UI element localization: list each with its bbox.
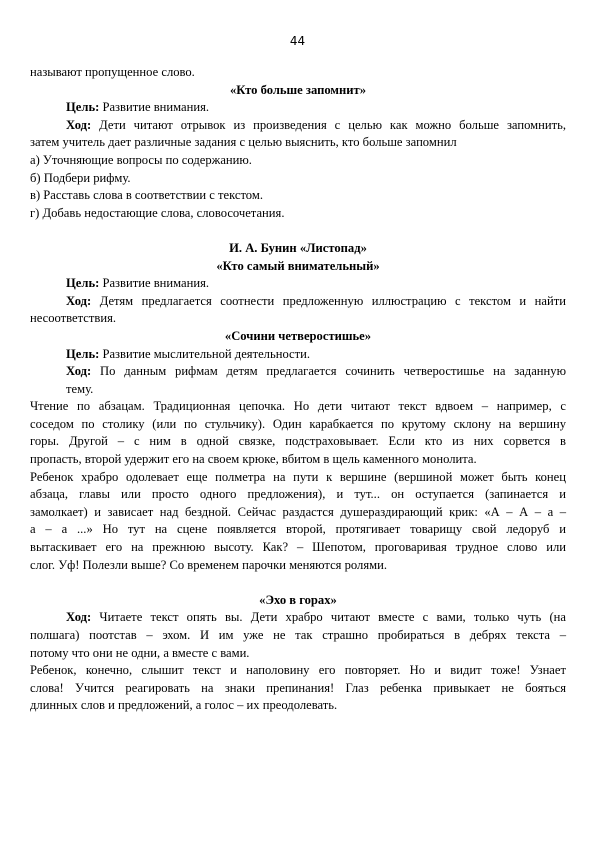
section-heading: «Сочини четверостишье»: [224, 328, 372, 343]
course-text: По данным рифмам детям предлагается сочинить четверостишье на заданную: [91, 364, 566, 379]
course-label: Ход:: [66, 364, 92, 379]
text-line: называют пропущенное слово.: [30, 65, 195, 79]
goal-line: [30, 346, 566, 364]
list-item: б) Подбери рифму.: [30, 170, 131, 185]
document-body: [30, 64, 566, 715]
text-line: полшага) поотстав – эхом. И им уже не так страшно пробираться в дебрях текста –: [30, 628, 566, 642]
list-item: г) Добавь недостающие слова, словосочетания.: [30, 205, 285, 220]
list-item: а) Уточняющие вопросы по содержанию.: [30, 152, 252, 167]
goal-line: [30, 275, 566, 293]
text-line: абзаца, главы или просто одного предложения), и тут... он оступается (запинается и: [30, 487, 566, 502]
list-item: в) Расставь слова в соответствии с текстом.: [30, 188, 263, 203]
section-heading: «Кто больше запомнит»: [229, 82, 366, 97]
section-heading: И. А. Бунин «Листопад»: [229, 240, 367, 255]
goal-text: Развитие внимания.: [99, 276, 210, 291]
goal-label: Цель:: [66, 346, 100, 361]
text-line: Чтение по абзацам. Традиционная цепочка. Но дети читают текст вдвоем – например, с: [30, 399, 566, 414]
spacer: [30, 222, 566, 240]
course-line: [30, 363, 566, 381]
goal-text: Развитие внимания.: [99, 100, 210, 115]
course-label: Ход:: [66, 293, 92, 308]
text-line: слог. Уф! Полезли выше? Со временем парочки меняются ролями.: [30, 557, 387, 572]
text-line: длинных слов и предложений, а голос – их преодолевать.: [30, 698, 338, 713]
text-line: затем учитель дает различные задания с целью выяснить, кто больше запомнил: [30, 135, 457, 150]
text-line: слова! Учится реагировать на знаки препинания! Глаз ребенка привыкает не бояться: [30, 680, 566, 695]
text-line: потому что они не одни, а вместе с вами.: [30, 645, 250, 660]
course-text: Читаете текст опять вы. Дети храбро читают вместе с вами, только чуть (на: [91, 610, 566, 625]
text-line: Ребенок храбро одолевает еще полметра на пути к вершине (вершиной может быть конец: [30, 469, 566, 484]
course-text: Дети читают отрывок из произведения с целью как можно больше запомнить,: [91, 117, 566, 132]
course-label: Ход:: [66, 117, 92, 132]
text-line: тему.: [66, 381, 94, 396]
text-line: соседом по столику (или по стульчику). Один карабкается по крутому склону на вершину: [30, 416, 566, 431]
text-line: горы. Другой – с ним в одной связке, подстраховывает. Если кто из них сорвется в: [30, 434, 566, 449]
text-line: Ребенок, конечно, слышит текст и наполовину его повторяет. Но и видит тоже! Узнает: [30, 663, 566, 678]
course-line: [30, 293, 566, 311]
goal-line: [30, 99, 566, 117]
course-label: Ход:: [66, 610, 92, 625]
section-heading: «Кто самый внимательный»: [216, 258, 380, 273]
text-line: вытаскивает его на прежнюю высоту. Как? – Шепотом, проговаривая трудное слово или: [30, 540, 566, 555]
course-line: [30, 609, 566, 627]
section-heading: «Эхо в горах»: [259, 592, 337, 607]
text-line: несоответствия.: [30, 311, 117, 326]
text-line: замолкает) и зависает над бездной. Сейчас раздастся душераздирающий крик: «А – А – а –: [30, 504, 566, 519]
course-line: [30, 117, 566, 135]
goal-label: Цель:: [66, 276, 100, 291]
text-line: пропасть, второй удержит его на своем крюке, вбитом в щель каменного монолита.: [30, 452, 477, 467]
goal-text: Развитие мыслительной деятельности.: [99, 346, 311, 361]
page-number: 44: [289, 34, 306, 48]
spacer: [30, 574, 566, 592]
course-text: Детям предлагается соотнести предложенную иллюстрацию с текстом и найти: [91, 293, 566, 308]
text-line: а – а ...» Но тут на сцене появляется второй, протягивает товарищу свой ледоруб и: [30, 522, 566, 537]
goal-label: Цель:: [66, 100, 100, 115]
